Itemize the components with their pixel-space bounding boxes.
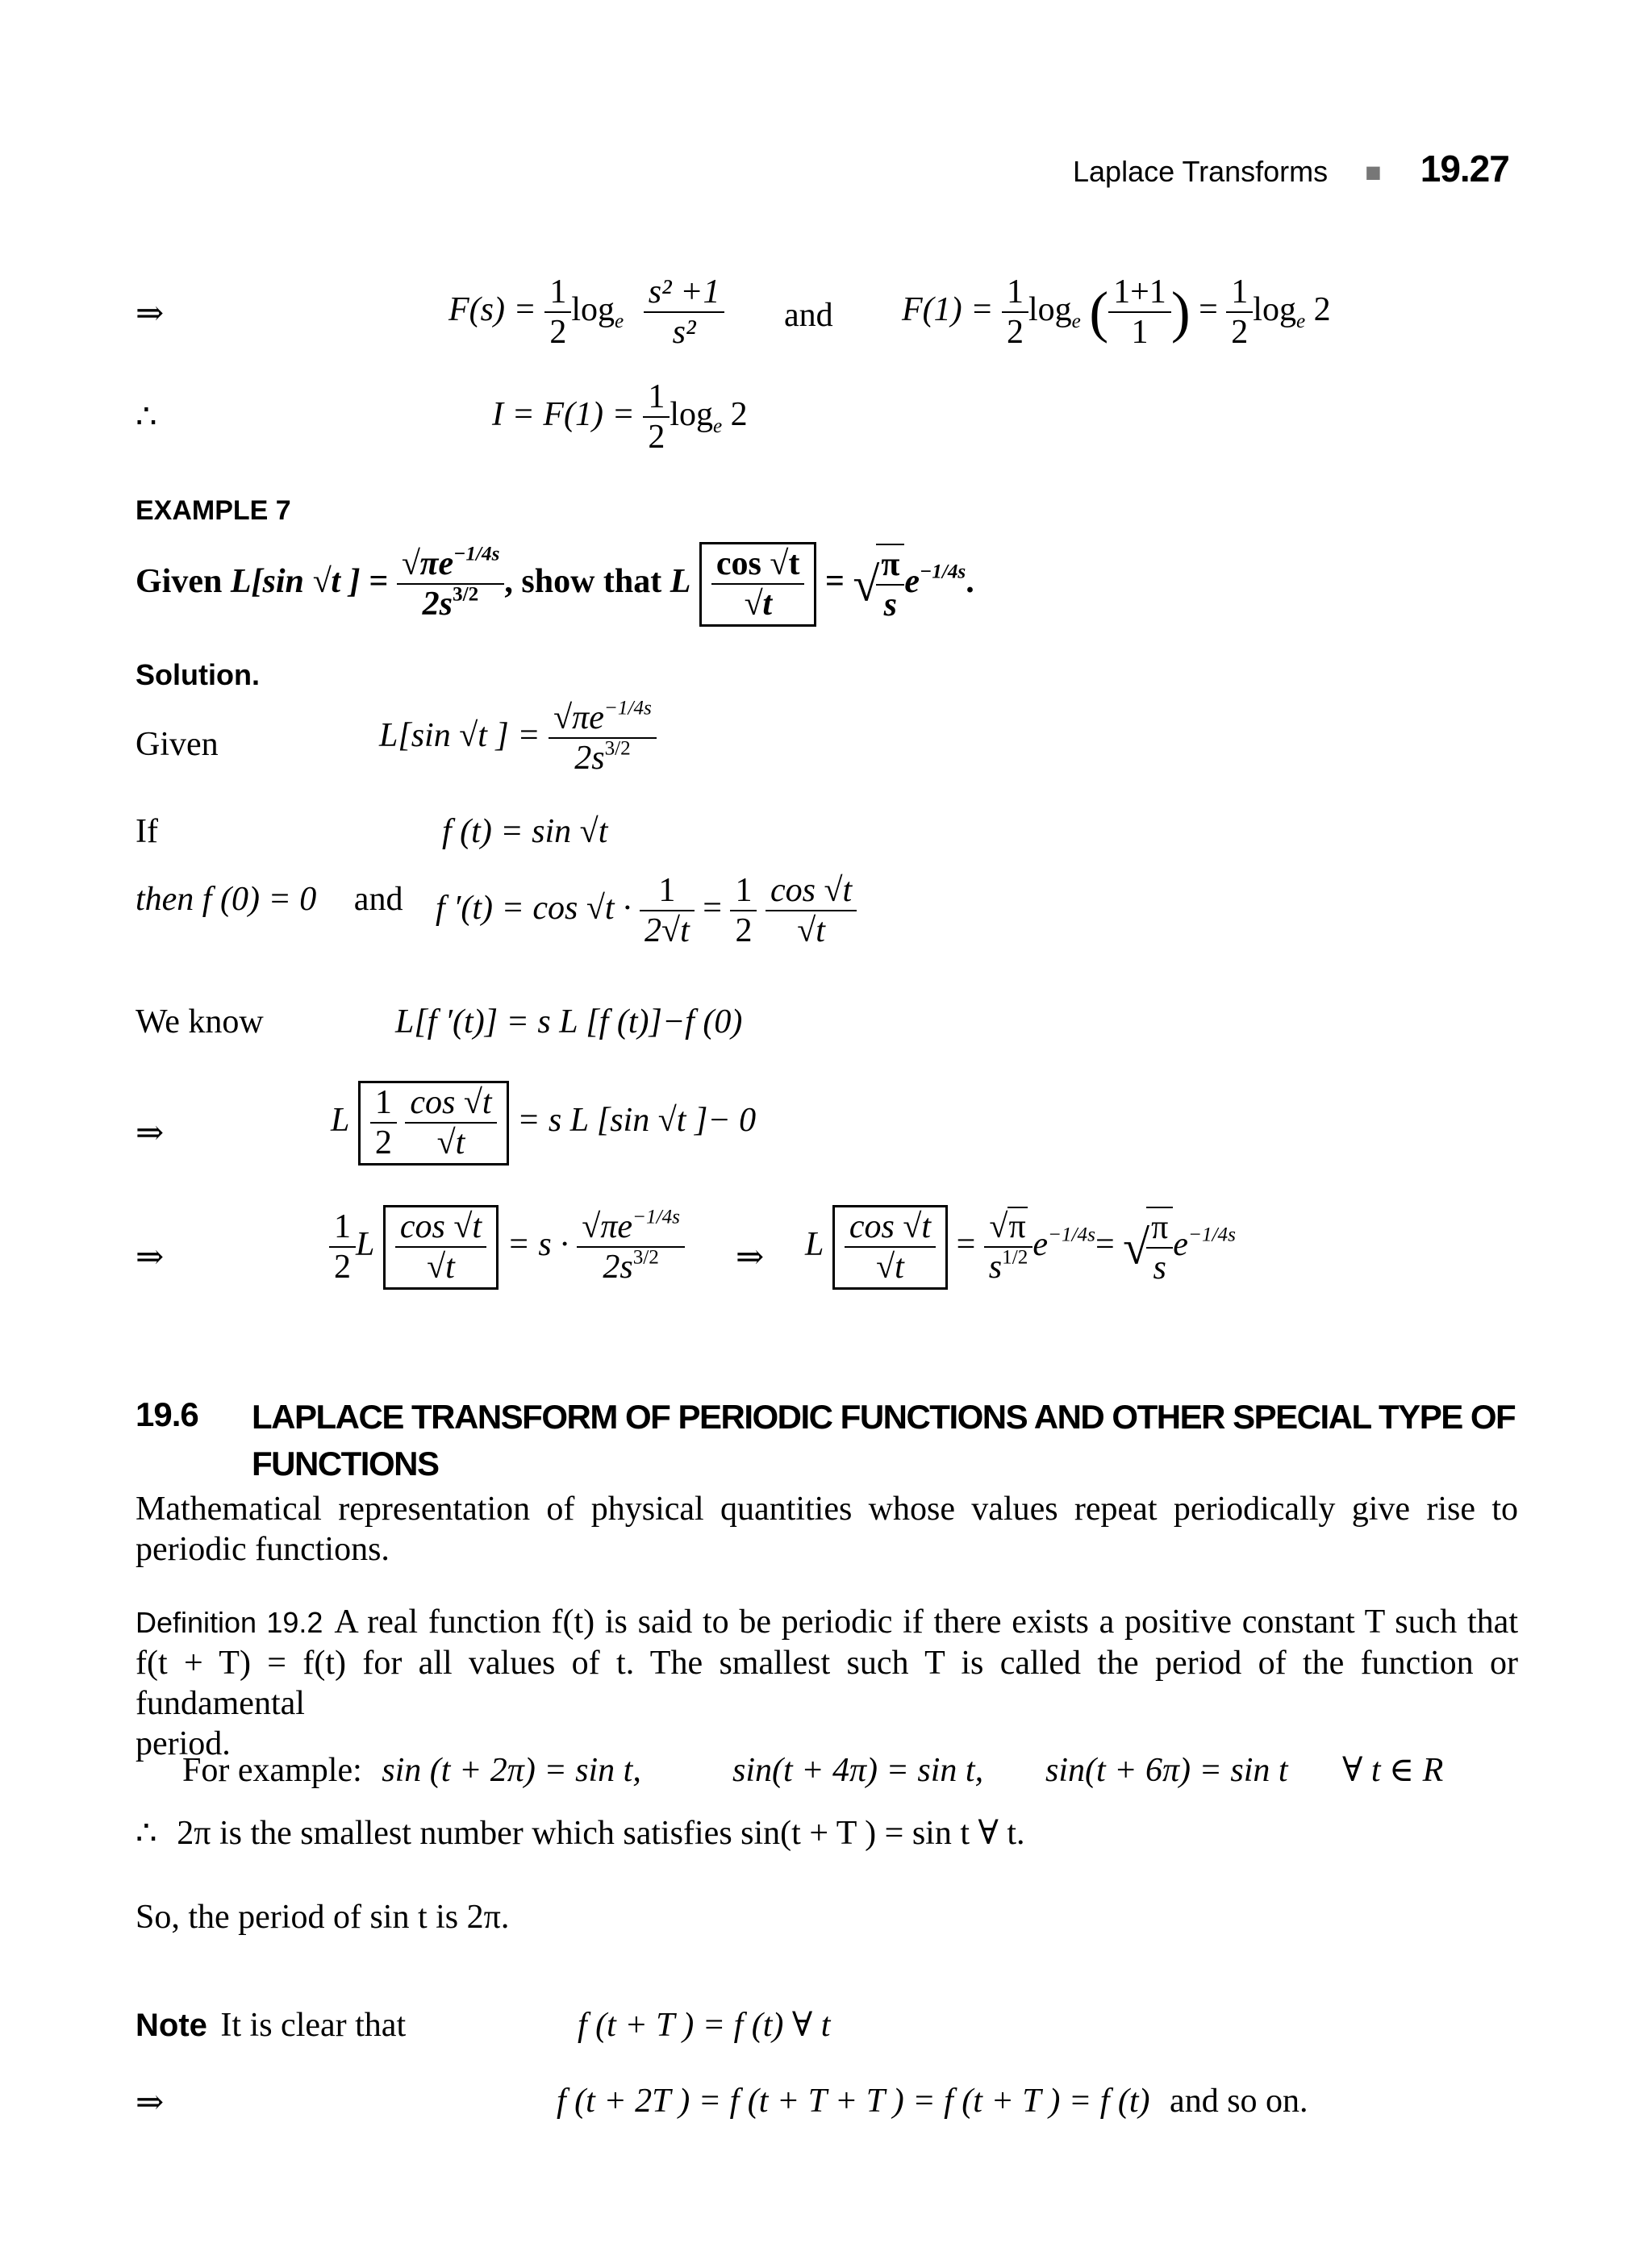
section-paragraph-line2: periodic functions. — [136, 1531, 390, 1568]
solution-weknow-label: We know — [136, 1003, 264, 1040]
definition-line1: A real function f(t) is said to be periodic if there exists a positive constant T such that — [334, 1603, 1518, 1641]
note-eq1: f (t + T ) = f (t) ∀ t — [578, 2007, 831, 2044]
example-heading: EXAMPLE 7 — [136, 495, 291, 526]
running-title: Laplace Transforms — [1073, 155, 1329, 188]
therefore-symbol-2: ∴ — [136, 1815, 157, 1852]
equation-F-of-1: F(1) = $\frac{1}{2}$ $\log_e$ ( $\frac{1+1}{1}$ ) = $\frac{1}{2}$ $\log_e 2$ — [902, 273, 1331, 352]
therefore-text: 2π is the smallest number which satisfies sin(t + T ) = sin t ∀ t. — [177, 1815, 1025, 1852]
example-label: For example: — [182, 1752, 362, 1789]
solution-then-line: then f (0) = 0 and — [136, 881, 403, 918]
note-eq2: f (t + 2T ) = f (t + T + T ) = f (t + T ) = f (t) — [557, 2083, 1150, 2120]
example-4: ∀ t ∈ R — [1342, 1752, 1444, 1789]
equation-I: I = F(1) = $\frac{1}{2}$ $\log_e 2$ — [492, 378, 748, 457]
solution-step1-eq: L $\frac{1}{2}$ $\frac{\cos √t}{√t}$ = s L [sin √t ]− 0 — [331, 1081, 756, 1166]
solution-step2-eq: $\frac{1}{2}$ L $\frac{\cos √t}{√t}$ = s · $\frac{√\pi e^{-1/4s}}{2s^{3/2}}$ — [329, 1205, 685, 1290]
example-1: sin (t + 2π) = sin t, — [382, 1752, 641, 1789]
solution-if-eq: f (t) = sin √t — [442, 813, 608, 850]
equation-F-of-s: F(s) = $\frac{1}{2}$ $\log_e$ $\frac{\text{s² +1}}{\text{s²}}$ — [448, 273, 724, 352]
header-square-icon: ■ — [1365, 157, 1382, 188]
solution-derivative-eq: f ′(t) = cos √t · $\frac{1}{2√t}$ = $\frac{1}{2}$ $\frac{\cos √t}{√t}$ — [436, 871, 857, 951]
eq1-and: and — [784, 297, 833, 334]
example-3: sin(t + 6π) = sin t — [1045, 1752, 1288, 1789]
solution-if-label: If — [136, 813, 158, 850]
solution-step3-eq: L $\frac{\cos √t}{√t}$ = $\frac{√\pi}{s^{1/2}}$ $e^{-1/4s}=$ √ $\frac{\pi}{s}$ $e^{-1/4s}$ — [805, 1205, 1236, 1290]
eq1-log: log — [571, 290, 615, 328]
note-line — [136, 2005, 406, 2045]
section-paragraph — [136, 1489, 1518, 1570]
eq1-coef: $\frac{1}{2}$ — [544, 273, 571, 352]
note-and-so-on: and so on. — [1170, 2083, 1308, 2120]
section-title-line1: LAPLACE TRANSFORM OF PERIODIC FUNCTIONS AND OTHER SPECIAL TYPE OF — [252, 1398, 1516, 1436]
therefore-symbol-1: ∴ — [136, 398, 157, 436]
section-title-line2: FUNCTIONS — [252, 1445, 439, 1482]
definition-label: Definition 19.2 — [136, 1606, 323, 1639]
eq1-arg: $\frac{\text{s² +1}}{\text{s²}}$ — [644, 273, 725, 352]
page-number: 19.27 — [1420, 148, 1509, 190]
implies-symbol-3: ⇒ — [136, 1239, 165, 1276]
note-eq2-line — [557, 2081, 1308, 2121]
therefore-line — [136, 1813, 1025, 1854]
definition-examples — [182, 1750, 641, 1791]
section-title — [252, 1394, 1515, 1487]
implies-symbol-4: ⇒ — [736, 1239, 765, 1276]
solution-heading: Solution. — [136, 658, 260, 691]
eq1-lhs: F(s) = — [448, 290, 536, 328]
period-line: So, the period of sin t is 2π. — [136, 1899, 510, 1936]
solution-given-label: Given — [136, 726, 219, 763]
note-label: Note — [136, 2008, 207, 2043]
example-2: sin(t + 4π) = sin t, — [732, 1752, 984, 1789]
section-number: 19.6 — [136, 1395, 198, 1433]
definition-block — [136, 1602, 1518, 1764]
example-given-word: Given — [136, 562, 223, 600]
solution-weknow-eq: L[f ′(t)] = s L [f (t)]−f (0) — [395, 1003, 743, 1040]
definition-line2: f(t + T) = f(t) for all values of t. The smallest such T is called the period of the function or fundamental — [136, 1645, 1518, 1722]
example-statement: Given L[sin √t ] = $\frac{√\pi e^{-1/4s}}{2s^{3/2}}$ , show that L $\frac{\cos √t}{√t}$ = √ $\frac{\pi}{s}$ $e^{-1/4s}$. — [136, 542, 974, 627]
note-text: It is clear that — [220, 2007, 407, 2044]
solution-given-eq: L[sin √t ] = $\frac{√\pi e^{-1/4s}}{2s^{3/2}}$ — [379, 698, 657, 778]
definition-line3: period. — [136, 1725, 231, 1762]
running-header — [1073, 150, 1509, 191]
implies-symbol-1: ⇒ — [136, 295, 165, 332]
implies-symbol-2: ⇒ — [136, 1115, 165, 1152]
section-paragraph-line1: Mathematical representation of physical quantities whose values repeat periodically give rise to — [136, 1491, 1518, 1528]
implies-symbol-5: ⇒ — [136, 2084, 165, 2121]
